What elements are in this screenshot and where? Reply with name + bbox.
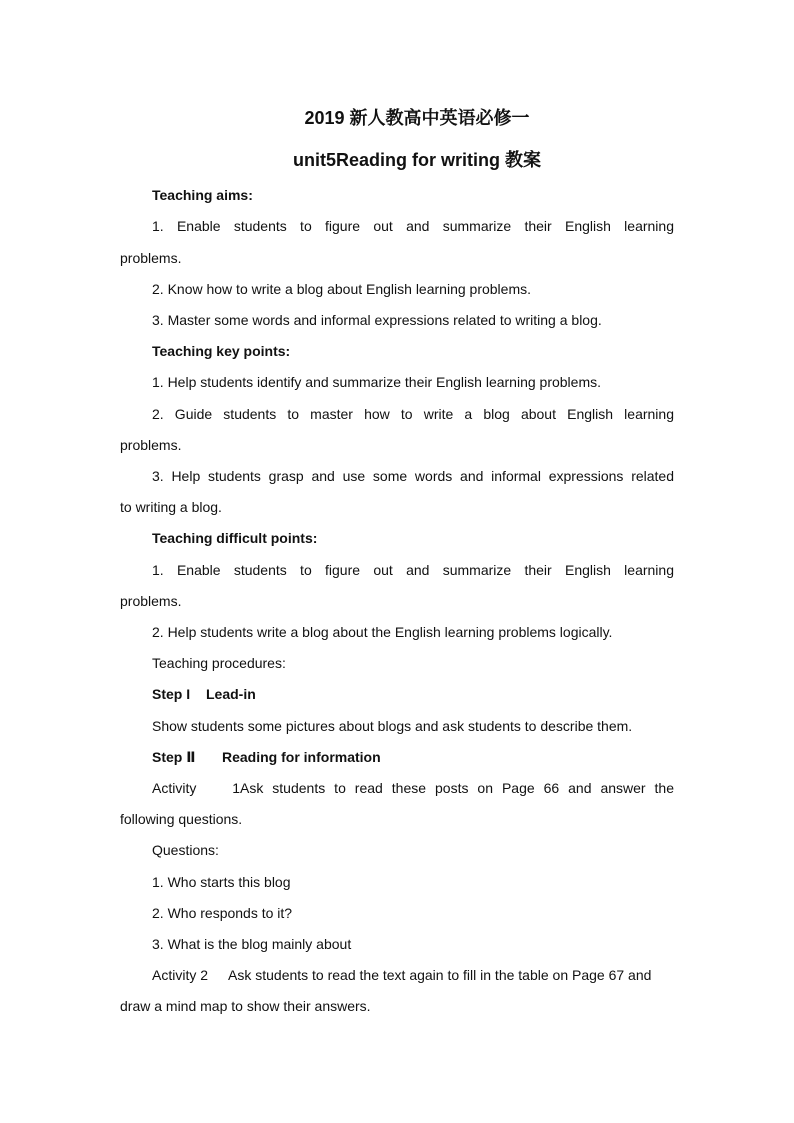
aims-item-3: 3. Master some words and informal expressions related to writing a blog. (152, 312, 602, 328)
activity-2-label: Activity 2 (152, 967, 209, 983)
activity-1-line-1 (152, 778, 674, 798)
activity-2-line-2: draw a mind map to show their answers. (120, 998, 371, 1014)
activity-1-text: Ask students to read these posts on Page 66 and answer the (240, 780, 674, 796)
difficult-points-item-1-line-1: 1. Enable students to figure out and summarize their English learning (152, 562, 674, 578)
teaching-aims-heading: Teaching aims: (152, 187, 253, 203)
aims-item-1-line-1: 1. Enable students to figure out and summarize their English learning (152, 218, 674, 234)
key-points-heading: Teaching key points: (152, 343, 291, 359)
difficult-points-heading: Teaching difficult points: (152, 530, 318, 546)
key-points-item-2-line-2: problems. (120, 437, 182, 453)
aims-item-2: 2. Know how to write a blog about English learning problems. (152, 281, 531, 297)
document-subtitle: unit5Reading for writing 教案 (293, 150, 541, 170)
step-1-title: Lead-in (206, 686, 256, 702)
questions-heading: Questions: (152, 842, 219, 858)
step-1-text: Show students some pictures about blogs and ask students to describe them. (152, 718, 633, 734)
step-2-heading (152, 747, 381, 767)
question-1: 1. Who starts this blog (152, 874, 291, 890)
step-1-label: Step I (152, 686, 191, 702)
step-2-title: Reading for information (222, 749, 381, 765)
difficult-points-item-1-line-2: problems. (120, 593, 182, 609)
activity-1-label: Activity 1 (152, 780, 240, 796)
step-1-heading (152, 684, 256, 704)
document-title: 2019 新人教高中英语必修一 (304, 108, 530, 128)
key-points-item-1: 1. Help students identify and summarize their English learning problems. (152, 374, 602, 390)
activity-2-text: Ask students to read the text again to fill in the table on Page 67 and (228, 967, 652, 983)
key-points-item-3-line-2: to writing a blog. (120, 499, 222, 515)
question-3: 3. What is the blog mainly about (152, 936, 352, 952)
key-points-item-2-line-1: 2. Guide students to master how to write a blog about English learning (152, 406, 674, 422)
aims-item-1-line-2: problems. (120, 250, 182, 266)
key-points-item-3-line-1: 3. Help students grasp and use some words and informal expressions related (152, 468, 674, 484)
activity-2-line-1 (152, 965, 651, 985)
step-2-label: Step Ⅱ (152, 749, 196, 765)
difficult-points-item-2: 2. Help students write a blog about the English learning problems logically. (152, 624, 613, 640)
activity-1-line-2: following questions. (120, 811, 243, 827)
question-2: 2. Who responds to it? (152, 905, 293, 921)
procedures-heading: Teaching procedures: (152, 655, 286, 671)
